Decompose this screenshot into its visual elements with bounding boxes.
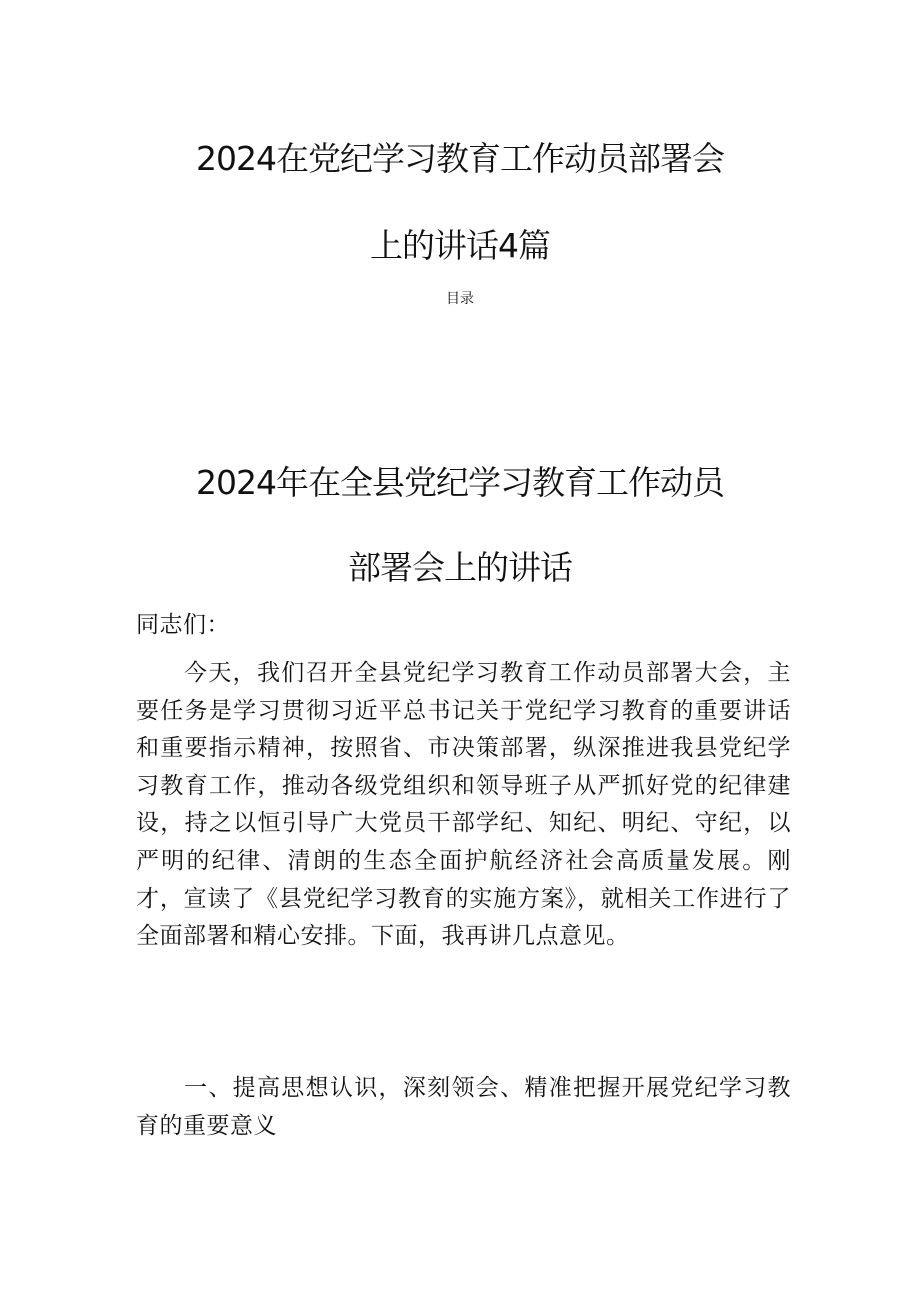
toc-label: 目录 xyxy=(446,291,474,307)
section-title-line-1: 2024年在全县党纪学习教育工作动员 xyxy=(196,463,724,502)
document-title-line-1: 2024在党纪学习教育工作动员部署会 xyxy=(196,139,724,178)
paragraph-intro: 今天，我们召开全县党纪学习教育工作动员部署大会，主要任务是学习贯彻习近平总书记关于党纪学习教育的重要讲话和重要指示精神，按照省、市决策部署，纵深推进我县党纪学习教育工作，推动各级党组织和领导班子从严抓好党的纪律建设，持之以恒引导广大党员干部学纪、知纪、明纪、守纪，以严明的纪律、清朗的生态全面护航经济社会高质量发展。刚才，宣读了《县党纪学习教育的实施方案》，就相关工作进行了全面部署和精心安排。下面，我再讲几点意见。 xyxy=(136,660,791,950)
section-title-line-2: 部署会上的讲话 xyxy=(348,548,572,587)
document-title-line-2: 上的讲话4篇 xyxy=(370,226,550,265)
salutation: 同志们： xyxy=(136,612,230,638)
section-heading-1: 一、提高思想认识，深刻领会、精准把握开展党纪学习教育的重要意义 xyxy=(136,1075,791,1139)
